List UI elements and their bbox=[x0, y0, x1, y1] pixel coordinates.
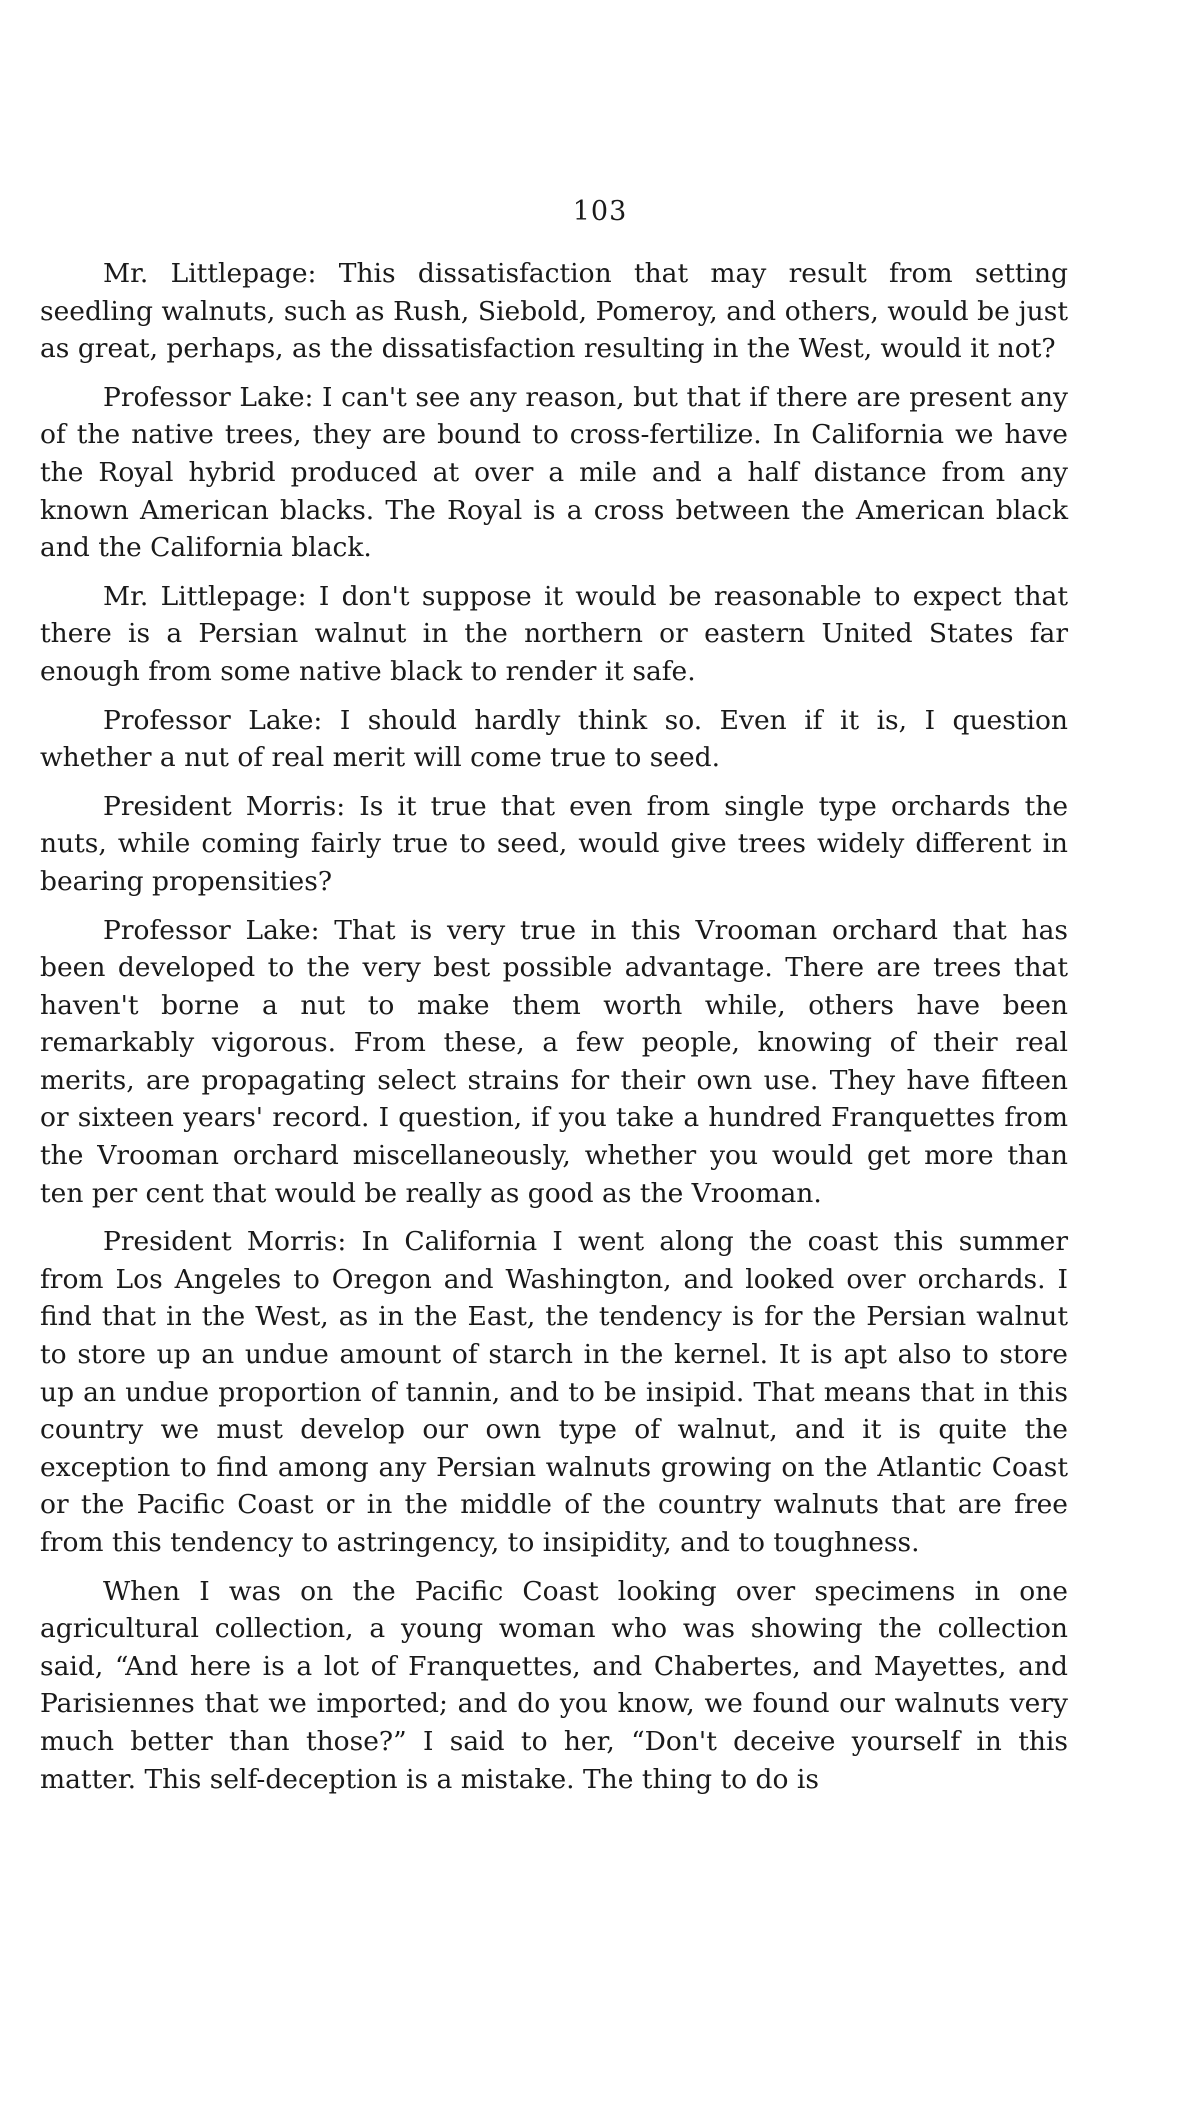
paragraph bbox=[40, 1223, 1068, 1561]
paragraph-text: I should hardly think so. Even if it is, I question whether a nut of real merit will come true to seed. bbox=[40, 704, 1068, 774]
paragraph-text: I don't suppose it would be reasonable to expect that there is a Persian walnut in the northern or eastern United States far enough from some native black to render it safe. bbox=[40, 580, 1068, 687]
paragraph-text: In California I went along the coast this summer from Los Angeles to Oregon and Washington, and looked over orchards. I find that in the West, as in the East, the tendency is for the Persian walnut to store up an undue amount of starch in the kernel. It is apt also to store up an undue proportion of tannin, and to be insipid. That means that in this country we must develop our own type of walnut, and it is quite the exception to find among any Persian walnuts growing on the Atlantic Coast or the Pacific Coast or in the middle of the country walnuts that are free from this tendency to astringency, to insipidity, and to toughness. bbox=[40, 1226, 1068, 1558]
paragraph bbox=[40, 702, 1068, 777]
paragraph-text: This dissatisfaction that may result from setting seedling walnuts, such as Rush, Siebold, Pomeroy, and others, would be just as great, perhaps, as the dissatisfaction resulting in the West, would it not? bbox=[40, 258, 1068, 365]
page-number: 103 bbox=[572, 196, 628, 227]
page-body bbox=[40, 255, 1068, 1809]
paragraph-text: That is very true in this Vrooman orchard that has been developed to the very best possible advantage. There are trees that haven't borne a nut to make them worth while, others have been remarkably vigorous. From these, a few people, knowing of their real merits, are propagating select strains for their own use. They have fifteen or sixteen years' record. I question, if you take a hundred Franquettes from the Vrooman orchard miscellaneously, whether you would get more than ten per cent that would be really as good as the Vrooman. bbox=[40, 914, 1068, 1209]
speaker-name: Mr. Littlepage: bbox=[103, 580, 307, 612]
paragraph-text: I can't see any reason, but that if there are present any of the native trees, they are bound to cross-fertilize. In California we have the Royal hybrid produced at over a mile and a half distance from any known American blacks. The Royal is a cross between the American black and the California black. bbox=[40, 381, 1068, 564]
speaker-name: President Morris: bbox=[103, 790, 346, 822]
speaker-name: Professor Lake: bbox=[103, 381, 314, 413]
paragraph bbox=[40, 788, 1068, 901]
speaker-name: Professor Lake: bbox=[103, 704, 323, 736]
paragraph-text: When I was on the Pacific Coast looking over specimens in one agricultural collection, a young woman who was showing the collection said, “And here is a lot of Franquettes, and Chabertes, and Mayettes, and Parisiennes that we imported; and do you know, we found our walnuts very much better than those?” I said to her, “Don't deceive yourself in this matter. This self-deception is a mistake. The thing to do is bbox=[40, 1575, 1068, 1795]
paragraph-text: Is it true that even from single type orchards the nuts, while coming fairly true to seed, would give trees widely different in bearing propensities? bbox=[40, 790, 1068, 897]
speaker-name: President Morris: bbox=[103, 1226, 347, 1258]
speaker-name: Professor Lake: bbox=[103, 914, 320, 946]
paragraph bbox=[40, 912, 1068, 1213]
paragraph bbox=[40, 578, 1068, 691]
paragraph bbox=[40, 1573, 1068, 1799]
paragraph bbox=[40, 379, 1068, 567]
speaker-name: Mr. Littlepage: bbox=[103, 258, 317, 289]
paragraph bbox=[40, 255, 1068, 368]
